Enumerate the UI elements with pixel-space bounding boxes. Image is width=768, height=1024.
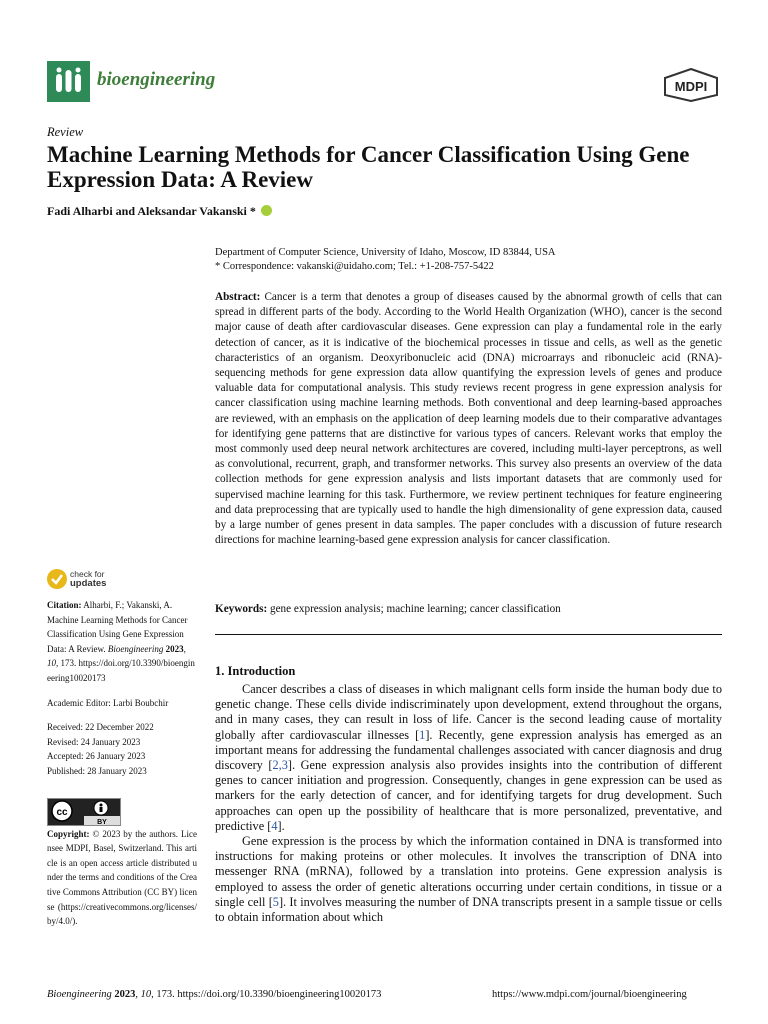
section-heading-introduction: 1. Introduction [215, 664, 296, 678]
paragraph: Cancer describes a class of diseases in which malignant cells form inside the human body due to genetic change. These cells divide indiscriminately upon development, extend throughout the organs, and in many cases, they can result in loss of life. Cancer is the second leading cause of mortality globally after cardiovascular illnesses [1]. Recently, gene expression analysis has emerged as an important means for addressing the fundamental challenges associated with cancer diagnosis and drug discovery [2,3]. Gene expression analysis also provides insights into the contribution of different genes to cancer initiation and progression. Consequently, changes in gene expression can be used as markers for the early detection of cancer, and for identifying targets for drug development. Such approaches can open up the possibility of healthcare that is more personalized, preventative, and predictive [4]. [215, 682, 723, 833]
cc-by-license-badge[interactable] [47, 798, 121, 826]
introduction-body [215, 682, 722, 925]
reference-link[interactable]: 2,3 [272, 758, 288, 773]
citation-doi-link[interactable]: https://doi.org/10.3390/bioengineering10020173 [47, 658, 195, 683]
orcid-icon[interactable] [261, 205, 272, 216]
accepted-date: Accepted: 26 January 2023 [47, 751, 146, 762]
abstract-label: Abstract: [215, 291, 261, 303]
journal-name: bioengineering [97, 69, 216, 90]
abstract-text: Cancer is a term that denotes a group of diseases caused by the abnormal growth of cells that can spread in different parts of the body. According to the World Health Organization (WHO), cancer is the second major cause of death after cardiovascular diseases. Gene expression can play a fundamental role in the early detection of cancer, as it is indicative of the biochemical processes in tissue and cells, as well as the genetic characteristics of an organism. Deoxyribonucleic acid (DNA) microarrays and ribonucleic acid (RNA)-sequencing methods for gene expression data allow quantifying the expression levels of genes and produce valuable data for computational analysis. This study reviews recent progress in gene expression analysis for cancer classification using machine learning methods. Both conventional and deep learning-based approaches are reviewed, with an emphasis on the application of deep learning models due to their comparative advantages for identifying gene patterns that are distinctive for various types of cancers. Relevant works that employ the most commonly used deep neural network architectures are covered, including multi-layer perceptrons, as well as convolutional, recurrent, graph, and transformer networks. This survey also presents an overview of the data collection methods for gene expression analysis and lists important datasets that are commonly used for supervised machine learning for this task. Furthermore, we review pertinent techniques for feature engineering and data preprocessing that are typically used to handle the high dimensionality of gene expression data, caused by a large number of genes present in data samples. The paper concludes with a discussion of future research directions for machine learning-based gene expression analysis for cancer classification. [215, 291, 722, 547]
citation: Citation: Alharbi, F.; Vakanski, A. Machine Learning Methods for Cancer Classification Using Gene Expression Data: A Review. Bioengineering 2023, 10, 173. https://doi.org/10.3390/bioengineering10020173 [47, 600, 195, 683]
correspondence: * Correspondence: vakanski@uidaho.com; Tel.: +1-208-757-5422 [215, 261, 494, 272]
mdpi-logo-icon [662, 68, 720, 102]
reference-link[interactable]: 5 [272, 894, 279, 909]
check-updates-icon [47, 569, 67, 589]
journal-logo-icon [47, 61, 90, 102]
cc-by-text: BY [97, 819, 107, 825]
department: Department of Computer Science, University of Idaho, Moscow, ID 83844, USA [215, 247, 556, 258]
received-date: Received: 22 December 2022 [47, 722, 154, 733]
footer-journal-url[interactable]: https://www.mdpi.com/journal/bioengineering [492, 989, 687, 1000]
author-names: Fadi Alharbi and Aleksandar Vakanski * [47, 204, 256, 218]
keywords [215, 603, 722, 615]
article-title: Machine Learning Methods for Cancer Classification Using Gene Expression Data: A Review [47, 142, 690, 192]
section-divider [215, 634, 722, 635]
keywords-label: Keywords: [215, 603, 268, 615]
check-for-updates-button[interactable] [47, 569, 127, 591]
article-info-sidebar [47, 598, 197, 929]
copyright: Copyright: © 2023 by the authors. Licensee MDPI, Basel, Switzerland. This article is an open access article distributed under the terms and conditions of the Creative Commons Attribution (CC BY) license (https://creativecommons.org/licenses/by/4.0/). [47, 828, 197, 927]
academic-editor: Academic Editor: Larbi Boubchir [47, 697, 169, 708]
article-type: Review [47, 125, 84, 139]
affiliation [215, 246, 725, 274]
reference-link[interactable]: 1 [419, 727, 426, 742]
keywords-text: gene expression analysis; machine learning; cancer classification [270, 603, 561, 615]
paragraph: Gene expression is the process by which the information contained in DNA is transformed into instructions for making proteins or other molecules. It involves the transcription of DNA into messenger RNA (mRNA), followed by a translation into proteins. Gene expression analysis is employed to assess the order of genetic alterations occurring under certain conditions, in tissue or a single cell [5]. It involves measuring the number of DNA transcripts present in a sample tissue or cells to obtain information about which [215, 834, 722, 925]
svg-text:cc: cc [56, 807, 68, 818]
published-date: Published: 28 January 2023 [47, 765, 147, 776]
reference-link[interactable]: 4 [271, 818, 278, 833]
footer-doi-link[interactable]: , 173. https://doi.org/10.3390/bioengineering10020173 [151, 989, 382, 1000]
revised-date: Revised: 24 January 2023 [47, 736, 141, 747]
check-updates-label: check for updates [70, 569, 107, 589]
abstract [215, 290, 722, 548]
mdpi-logo-text: MDPI [674, 79, 708, 94]
footer-citation: Bioengineering 2023, 10, 173. https://doi.org/10.3390/bioengineering10020173 [47, 989, 382, 1000]
authors [47, 204, 272, 219]
